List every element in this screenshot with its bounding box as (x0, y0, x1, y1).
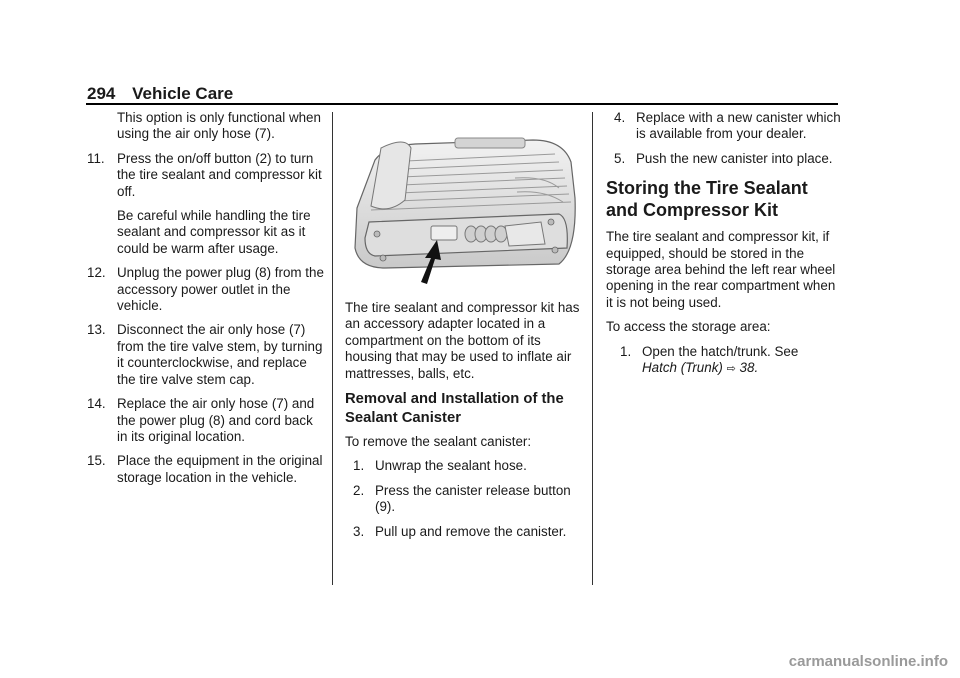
step-text: Unplug the power plug (8) from the accessory power outlet in the vehicle. (117, 265, 324, 314)
list-item (87, 265, 325, 314)
column-divider-2 (592, 112, 593, 585)
step-text: Replace with a new canister which is available from your dealer. (636, 110, 841, 142)
section-heading: Storing the Tire Sealant and Compressor Kit (606, 178, 808, 221)
step-text: Pull up and remove the canister. (375, 523, 567, 539)
list-item (345, 483, 581, 516)
figure-caption: The tire sealant and compressor kit has an accessory adapter located in a compartment on the bottom of its housing that may be used to inflate air mattresses, balls, etc. (345, 300, 580, 381)
step-number: 3. (353, 523, 365, 539)
column-2 (345, 110, 581, 548)
column-3 (606, 110, 842, 385)
list-item (87, 453, 325, 486)
list-item (606, 151, 842, 167)
step-number: 4. (614, 110, 626, 125)
list-item (345, 458, 581, 474)
list-item (87, 151, 325, 257)
section-title: Vehicle Care (132, 84, 234, 103)
step-number: 1. (620, 343, 632, 359)
step-number: 1. (353, 458, 365, 474)
intro-paragraph: This option is only functional when using the air only hose (7). (117, 110, 321, 142)
lead-text: To access the storage area: (606, 319, 771, 335)
step-number: 12. (87, 265, 106, 281)
header-rule (86, 103, 838, 105)
page-reference[interactable]: 38. (739, 360, 759, 376)
column-1 (87, 110, 325, 494)
step-text: Push the new canister into place. (636, 150, 833, 166)
step-text: Unwrap the sealant hose. (375, 458, 527, 474)
step-number: 13. (87, 322, 106, 338)
step-text: Press the on/off button (2) to turn the tire sealant and compressor kit off. (117, 150, 322, 199)
list-item (345, 524, 581, 540)
step-text: Disconnect the air only hose (7) from the tire valve stem, by turning it counterclockwise, and replace the tire valve stem cap. (117, 322, 323, 387)
list-item (87, 396, 325, 445)
list-item (606, 344, 842, 378)
step-number: 5. (614, 150, 626, 166)
watermark: carmanualsonline.info (788, 653, 948, 670)
page-ref-arrow-icon: ⇨ (726, 363, 736, 376)
section-heading: Removal and Installation of the Sealant Canister (345, 391, 564, 427)
step-text: Replace the air only hose (7) and the power plug (8) and cord back in its original location. (117, 396, 315, 444)
step-text: Press the canister release button (9). (375, 482, 571, 515)
storage-paragraph: The tire sealant and compressor kit, if equipped, should be stored in the storage area behind the left rear wheel opening in the rear compartment when it is not being used. (606, 229, 836, 310)
step-text: Place the equipment in the original storage location in the vehicle. (117, 453, 323, 485)
list-item (87, 322, 325, 388)
column-divider-1 (332, 112, 333, 585)
compressor-bottom-illustration (345, 118, 577, 288)
step-note: Be careful while handling the tire sealant and compressor kit as it could be warm after usage. (117, 208, 311, 256)
step-number: 15. (87, 453, 106, 469)
page-number: 294 (87, 84, 116, 103)
page-header (87, 84, 233, 104)
hatch-trunk-link[interactable]: Hatch (Trunk) (642, 360, 723, 376)
step-number: 11. (87, 150, 105, 166)
step-number: 2. (353, 482, 365, 498)
lead-text: To remove the sealant canister: (345, 434, 532, 450)
step-number: 14. (87, 396, 106, 412)
list-item (606, 110, 842, 143)
step-text: Open the hatch/trunk. See Hatch (Trunk) ⇨ 38. (642, 343, 799, 376)
